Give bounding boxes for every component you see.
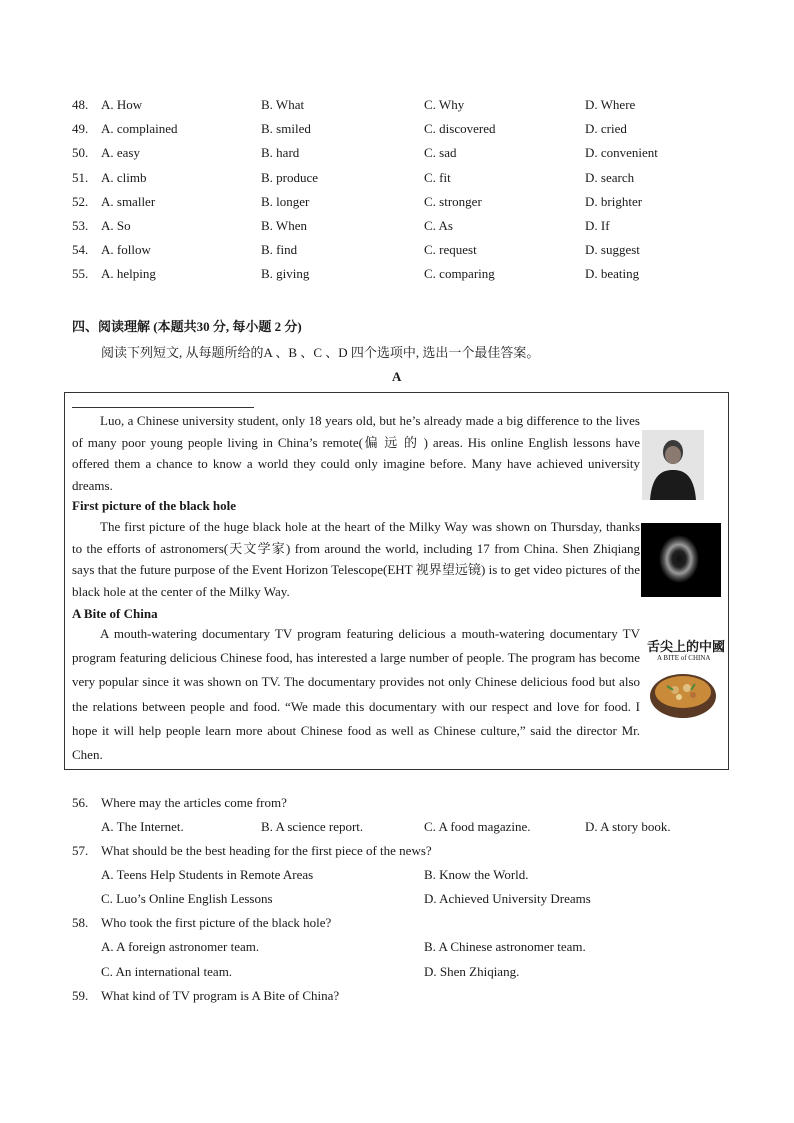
question-number: 54. [72,242,89,257]
option-a: A. follow [101,242,151,257]
option-a: A. helping [101,266,156,281]
option-d: D. cried [585,121,627,136]
option-a: A. So [101,218,131,233]
option-c: C. As [424,218,453,233]
option-c: C. fit [424,170,451,185]
option-d: D. Achieved University Dreams [424,891,591,906]
person-icon [642,430,704,500]
black-hole-photo [641,523,721,597]
option-c: C. A food magazine. [424,819,531,834]
option-b: B. Know the World. [424,867,529,882]
option-b: B. giving [261,266,310,281]
option-d: D. beating [585,266,640,281]
option-c: C. Why [424,97,465,112]
option-a: A. A foreign astronomer team. [101,939,260,954]
option-c: C. discovered [424,121,496,136]
question-number: 56. [72,795,89,810]
passage-paragraph-luo [72,410,640,496]
option-b: B. A Chinese astronomer team. [424,939,586,954]
question-stem: Where may the articles come from? [101,795,287,810]
option-d: D. Shen Zhiqiang. [424,964,520,979]
option-c: C. Luo’s Online English Lessons [101,891,273,906]
subheading-black-hole: First picture of the black hole [72,498,237,513]
cloze-row-51 [0,170,794,190]
option-b: B. A science report. [261,819,364,834]
option-c: C. request [424,242,477,257]
question-number: 58. [72,915,89,930]
cloze-row-49 [0,121,794,141]
option-a: A. How [101,97,143,112]
cloze-row-54 [0,242,794,262]
passage-paragraph-bite-of-china [72,622,640,767]
question-number: 59. [72,988,89,1003]
passage-paragraph-black-hole [72,516,640,602]
question-number: 49. [72,121,89,136]
option-d: D. A story book. [585,819,671,834]
option-a: A. Teens Help Students in Remote Areas [101,867,314,882]
option-b: B. smiled [261,121,311,136]
option-b: B. produce [261,170,319,185]
luo-photo [642,430,704,500]
option-c: C. An international team. [101,964,233,979]
cloze-row-55 [0,266,794,286]
cloze-row-52 [0,194,794,214]
option-d: D. convenient [585,145,658,160]
option-b: B. What [261,97,305,112]
food-pot-icon [647,668,719,724]
option-a: A. smaller [101,194,156,209]
option-d: D. brighter [585,194,643,209]
question-number: 51. [72,170,89,185]
option-b: B. When [261,218,307,233]
poster-title-en: A BITE of CHINA [657,654,711,662]
cloze-row-50 [0,145,794,165]
question-stem: What kind of TV program is A Bite of China? [101,988,340,1003]
option-d: D. search [585,170,635,185]
option-a: A. easy [101,145,140,160]
option-c: C. comparing [424,266,495,281]
option-c: C. sad [424,145,457,160]
paragraph-text: Luo, a Chinese university student, only 18 years old, but he’s already made a big difference to the lives of many poor young people living in China’s remote(偏 远 的 ) areas. His online English lessons have offered them a chance to know a world they could only imagine before. Many have achieved university dreams. [72,413,640,493]
divider-line [72,407,254,408]
section-instruction: 阅读下列短文, 从每题所给的A 、B 、C 、D 四个选项中, 选出一个最佳答案。 [101,345,540,360]
cloze-row-48 [0,97,794,117]
option-c: C. stronger [424,194,482,209]
option-b: B. longer [261,194,310,209]
question-number: 57. [72,843,89,858]
paragraph-text: A mouth-watering documentary TV program featuring delicious a mouth-watering documentary TV program featuring delicious Chinese food, has interested a large number of people. The program has become very popular since it was shown on TV. The documentary provides not only Chinese delicious food but also the relations between people and food. “We made this documentary with our respect and love for food. I hope it will help people learn more about Chinese food as well as Chinese culture,” said the director Mr. Chen. [72,626,640,763]
option-d: D. If [585,218,610,233]
option-d: D. Where [585,97,636,112]
subheading-bite-of-china: A Bite of China [72,606,158,621]
option-a: A. The Internet. [101,819,184,834]
question-number: 52. [72,194,89,209]
question-stem: What should be the best heading for the first piece of the news? [101,843,432,858]
question-number: 48. [72,97,89,112]
question-stem: Who took the first picture of the black hole? [101,915,332,930]
paragraph-text: The first picture of the huge black hole at the heart of the Milky Way was shown on Thursday, thanks to the efforts of astronomers(天文学家) from around the world, including 17 from China. Shen Zhiqiang says that the future purpose of the Event Horizon Telescope(EHT 视界望远镜) is to get video pictures of the black hole at the center of the Milky Way. [72,519,640,599]
option-a: A. climb [101,170,147,185]
black-hole-icon [641,523,721,597]
question-number: 50. [72,145,89,160]
option-a: A. complained [101,121,178,136]
bite-of-china-poster [643,632,726,727]
cloze-row-53 [0,218,794,238]
question-number: 53. [72,218,89,233]
option-b: B. hard [261,145,300,160]
option-d: D. suggest [585,242,640,257]
section-title: 四、阅读理解 (本题共30 分, 每小题 2 分) [72,319,302,334]
option-b: B. find [261,242,298,257]
question-number: 55. [72,266,89,281]
passage-letter: A [392,369,402,384]
poster-title-cn: 舌尖上的中國 [647,639,726,654]
